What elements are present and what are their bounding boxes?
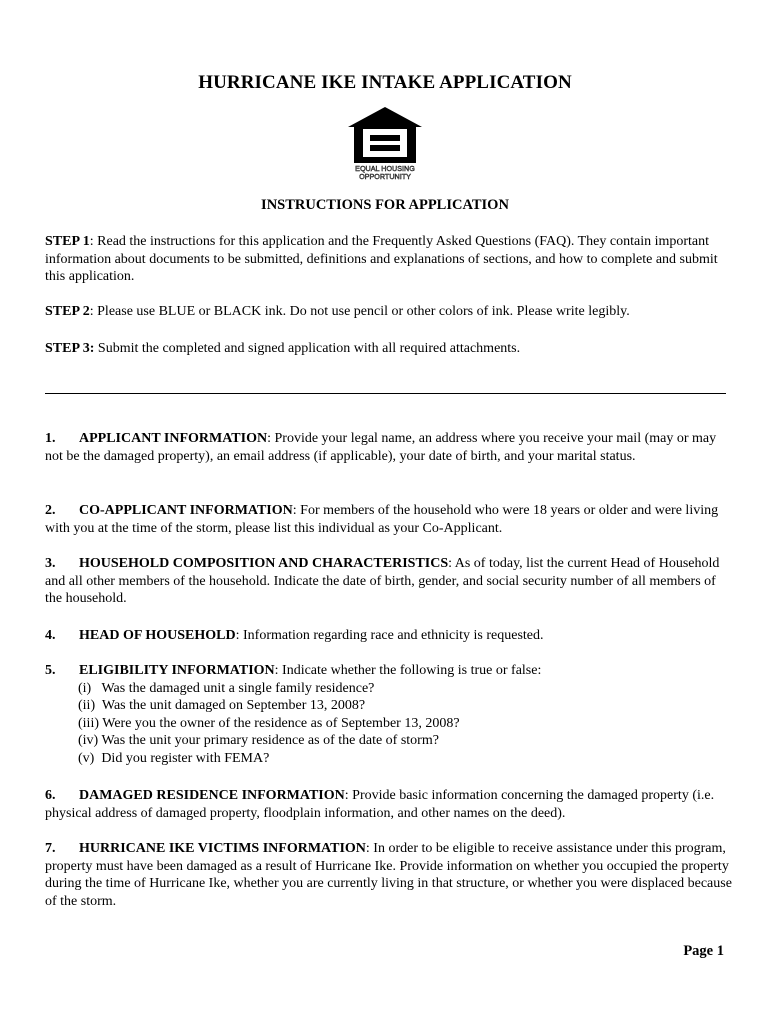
step-3 <box>45 340 735 358</box>
step-label: STEP 1 <box>45 234 90 249</box>
section-text: : Provide basic information concerning the damaged property (i.e. physical address of damaged property, floodplain information, and other names on the deed). <box>45 788 715 821</box>
step-text: Read the instructions for this application and the Frequently Asked Questions (FAQ). They contain important information about documents to be submitted, definitions and explanations of sections, and how to complete and submit this application. <box>45 234 718 285</box>
section-5 <box>45 662 735 768</box>
page-number: Page 1 <box>683 943 724 959</box>
eligibility-item: (iv) Was the unit your primary residence as of the date of storm? <box>78 733 439 749</box>
section-number: 4. <box>45 628 56 643</box>
logo-text-line1: EQUAL HOUSING <box>355 164 415 173</box>
section-heading: ELIGIBILITY INFORMATION <box>79 663 275 678</box>
section-2 <box>45 502 735 537</box>
step-label: STEP 3: <box>45 341 95 356</box>
section-number: 1. <box>45 431 56 446</box>
section-number: 3. <box>45 556 56 571</box>
section-number: 7. <box>45 841 56 856</box>
step-2: STEP 2: Please use BLUE or BLACK ink. Do not use pencil or other colors of ink. Please write legibly. <box>45 304 630 319</box>
eligibility-item: (ii) Was the unit damaged on September 13, 2008? <box>78 698 366 714</box>
section-1 <box>45 430 735 465</box>
logo-text-line2: OPPORTUNITY <box>359 172 411 181</box>
section-heading: APPLICANT INFORMATION <box>79 431 268 446</box>
section-3 <box>45 555 735 608</box>
section-heading: HOUSEHOLD COMPOSITION AND CHARACTERISTICS <box>79 556 449 571</box>
section-6 <box>45 787 735 822</box>
step-1: STEP 1: Read the instructions for this application and the Frequently Asked Questions (FAQ). They contain important information about documents to be submitted, definitions and explanations of sections, and how to complete and submit this application. <box>45 234 718 285</box>
section-number: 5. <box>45 663 56 678</box>
eligibility-item: (iii) Were you the owner of the residence as of September 13, 2008? <box>78 715 460 731</box>
section-text: : As of today, list the current Head of Household and all other members of the household. Indicate the date of birth, gender, and social security number of all members of the household. <box>45 556 720 607</box>
section-text: : For members of the household who were 18 years or older and were living with you at the time of the storm, please list this individual as your Co-Applicant. <box>45 503 719 536</box>
step-text: Submit the completed and signed application with all required attachments. <box>94 341 521 356</box>
section-heading: HEAD OF HOUSEHOLD <box>79 628 236 643</box>
section-number: 6. <box>45 788 56 803</box>
section-7 <box>45 840 735 910</box>
section-text: : In order to be eligible to receive assistance under this program, property must have been damaged as a result of Hurricane Ike. Provide information on whether you occupied the property during the time of Hurricane Ike, whether you are currently living in that structure, or whether you were displaced because of the storm. <box>45 841 732 909</box>
section-text: : Information regarding race and ethnicity is requested. <box>235 628 544 643</box>
section-heading: DAMAGED RESIDENCE INFORMATION <box>79 788 345 803</box>
section-heading: HURRICANE IKE VICTIMS INFORMATION <box>79 841 366 856</box>
section-4 <box>45 627 735 645</box>
section-text: : Provide your legal name, an address where you receive your mail (may or may not be the damaged property), an email address (if applicable), your date of birth, and your marital status. <box>45 431 717 464</box>
eligibility-item: (v) Did you register with FEMA? <box>78 750 270 766</box>
divider <box>45 393 726 394</box>
equal-housing-opportunity-logo <box>346 105 424 181</box>
eligibility-item: (i) Was the damaged unit a single family residence? <box>78 680 375 696</box>
instructions-heading: INSTRUCTIONS FOR APPLICATION <box>261 197 509 213</box>
page-title: HURRICANE IKE INTAKE APPLICATION <box>198 72 572 93</box>
section-text: : Indicate whether the following is true or false: <box>274 663 542 678</box>
section-number: 2. <box>45 503 56 518</box>
step-label: STEP 2 <box>45 304 90 319</box>
step-text: Please use BLUE or BLACK ink. Do not use pencil or other colors of ink. Please write legibly. <box>93 304 630 319</box>
section-heading: CO-APPLICANT INFORMATION <box>79 503 293 518</box>
